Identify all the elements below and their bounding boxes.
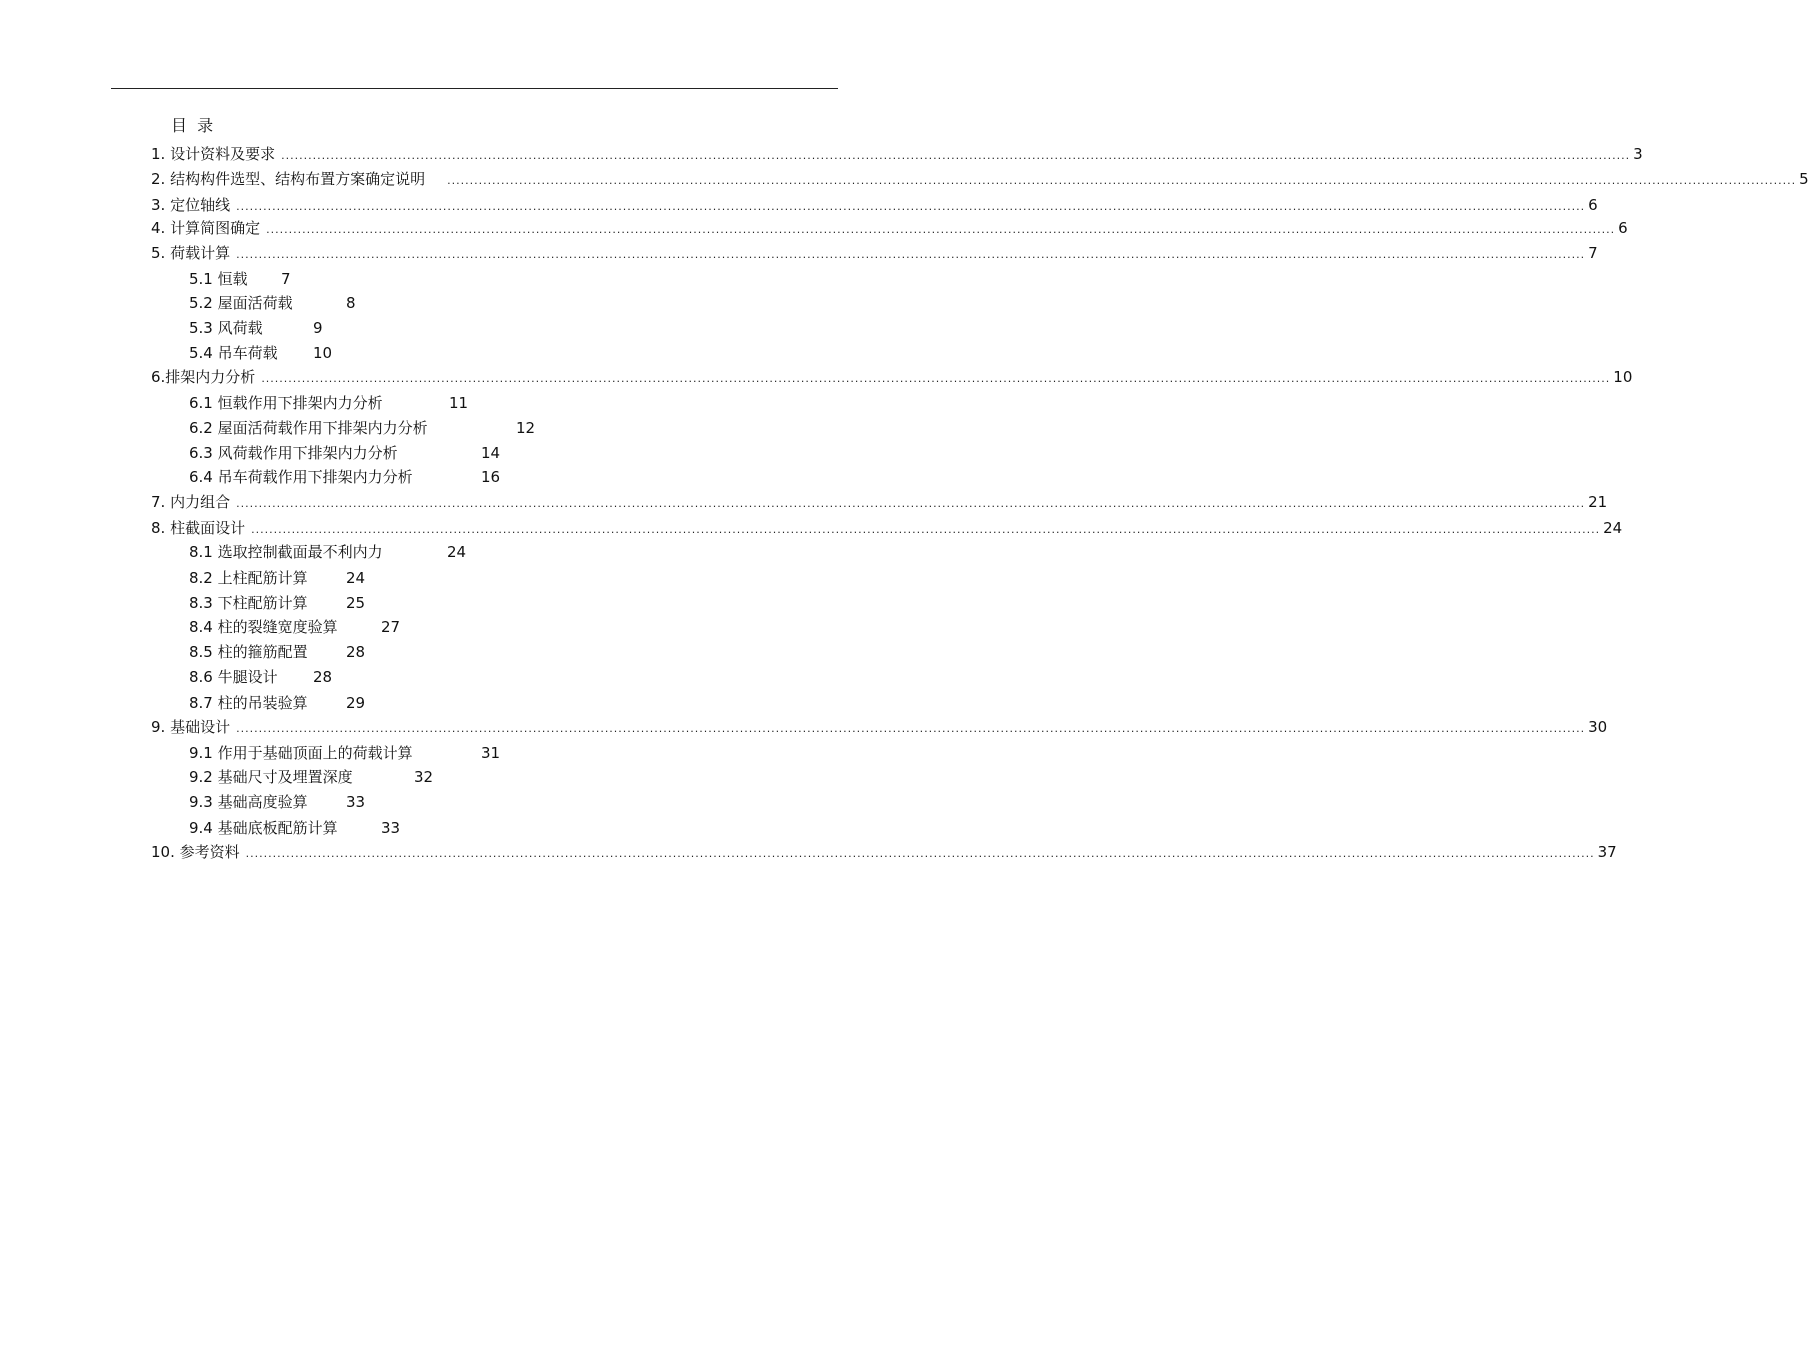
toc-entry-page: 28	[313, 668, 333, 686]
toc-subentry[interactable]	[189, 568, 365, 588]
toc-subentry[interactable]	[189, 443, 500, 463]
dot-leader: ............................................................................................................................................................................................................................................................................................................	[236, 722, 1586, 735]
dot-leader: ............................................................................................................................................................................................................................................................................................................	[236, 497, 1586, 510]
dot-leader: ............................................................................................................................................................................................................................................................................................................	[281, 149, 1631, 162]
toc-entry-page: 5	[1799, 170, 1809, 188]
toc-entry-page: 6	[1618, 219, 1628, 237]
toc-entry-label: 5.1 恒载	[189, 270, 248, 288]
toc-entry[interactable]	[151, 243, 1598, 263]
toc-subentry[interactable]	[189, 418, 535, 438]
toc-entry-label: 9.2 基础尺寸及埋置深度	[189, 768, 353, 786]
toc-entry[interactable]	[151, 144, 1643, 164]
toc-subentry[interactable]	[189, 318, 323, 338]
toc-entry-label: 10. 参考资料	[151, 843, 240, 861]
toc-subentry[interactable]	[189, 467, 500, 487]
toc-subentry[interactable]	[189, 642, 365, 662]
toc-subentry[interactable]	[189, 818, 400, 838]
toc-subentry[interactable]	[189, 343, 332, 363]
toc-subentry[interactable]	[189, 542, 466, 562]
dot-leader: ............................................................................................................................................................................................................................................................................................................	[245, 847, 1595, 860]
toc-entry-page: 21	[1588, 493, 1608, 511]
toc-title: 目 录	[171, 116, 214, 135]
toc-entry-label: 5. 荷载计算	[151, 244, 231, 262]
dot-leader: ............................................................................................................................................................................................................................................................................................................	[447, 174, 1797, 187]
toc-entry-label: 9.4 基础底板配筋计算	[189, 819, 338, 837]
toc-entry[interactable]	[151, 842, 1617, 862]
toc-subentry[interactable]	[189, 743, 500, 763]
toc-subentry[interactable]	[189, 293, 356, 313]
toc-entry-label: 8.3 下柱配筋计算	[189, 594, 308, 612]
toc-entry-page: 7	[281, 270, 291, 288]
toc-entry-label: 6.2 屋面活荷载作用下排架内力分析	[189, 419, 428, 437]
toc-entry-label: 4. 计算简图确定	[151, 219, 261, 237]
toc-entry-page: 33	[381, 819, 401, 837]
dot-leader: ............................................................................................................................................................................................................................................................................................................	[236, 200, 1586, 213]
toc-entry[interactable]	[151, 518, 1623, 538]
toc-subentry[interactable]	[189, 693, 365, 713]
toc-subentry[interactable]	[189, 593, 365, 613]
toc-entry-page: 8	[346, 294, 356, 312]
toc-entry-page: 25	[346, 594, 366, 612]
toc-entry-page: 24	[447, 543, 467, 561]
toc-entry-label: 2. 结构构件选型、结构布置方案确定说明	[151, 170, 426, 188]
toc-entry[interactable]	[151, 169, 1809, 189]
toc-entry-label: 7. 内力组合	[151, 493, 231, 511]
toc-entry[interactable]	[151, 367, 1633, 387]
toc-entry-page: 10	[313, 344, 333, 362]
toc-entry-page: 11	[449, 394, 469, 412]
toc-subentry[interactable]	[189, 393, 468, 413]
toc-entry[interactable]	[151, 218, 1628, 238]
toc-entry-page: 28	[346, 643, 366, 661]
toc-entry-label: 5.4 吊车荷载	[189, 344, 278, 362]
toc-subentry[interactable]	[189, 667, 332, 687]
dot-leader: ............................................................................................................................................................................................................................................................................................................	[261, 372, 1611, 385]
toc-entry-page: 16	[481, 468, 501, 486]
toc-entry-page: 24	[346, 569, 366, 587]
toc-entry-label: 8.2 上柱配筋计算	[189, 569, 308, 587]
toc-entry-label: 6.4 吊车荷载作用下排架内力分析	[189, 468, 413, 486]
toc-entry-page: 7	[1588, 244, 1598, 262]
toc-entry-page: 30	[1588, 718, 1608, 736]
toc-entry-label: 9.1 作用于基础顶面上的荷载计算	[189, 744, 413, 762]
toc-entry-page: 31	[481, 744, 501, 762]
toc-entry-label: 9. 基础设计	[151, 718, 231, 736]
toc-entry-page: 37	[1597, 843, 1617, 861]
toc-subentry[interactable]	[189, 792, 365, 812]
toc-entry-page: 3	[1633, 145, 1643, 163]
toc-entry-label: 8.4 柱的裂缝宽度验算	[189, 618, 338, 636]
toc-entry-label: 9.3 基础高度验算	[189, 793, 308, 811]
toc-entry-page: 27	[381, 618, 401, 636]
toc-subentry[interactable]	[189, 269, 291, 289]
toc-entry-label: 1. 设计资料及要求	[151, 145, 276, 163]
toc-entry-page: 24	[1603, 519, 1623, 537]
dot-leader: ............................................................................................................................................................................................................................................................................................................	[251, 523, 1601, 536]
toc-entry-label: 5.3 风荷载	[189, 319, 263, 337]
toc-entry[interactable]	[151, 195, 1598, 215]
toc-entry-page: 6	[1588, 196, 1598, 214]
toc-entry-label: 8.5 柱的箍筋配置	[189, 643, 308, 661]
toc-entry-label: 8. 柱截面设计	[151, 519, 246, 537]
toc-subentry[interactable]	[189, 767, 433, 787]
toc-subentry[interactable]	[189, 617, 400, 637]
toc-entry-label: 6.1 恒载作用下排架内力分析	[189, 394, 383, 412]
toc-entry[interactable]	[151, 492, 1608, 512]
toc-entry-page: 14	[481, 444, 501, 462]
toc-entry[interactable]	[151, 717, 1608, 737]
toc-entry-label: 8.6 牛腿设计	[189, 668, 278, 686]
dot-leader: ............................................................................................................................................................................................................................................................................................................	[266, 223, 1616, 236]
toc-entry-page: 10	[1613, 368, 1633, 386]
toc-entry-page: 33	[346, 793, 366, 811]
toc-entry-label: 6.3 风荷载作用下排架内力分析	[189, 444, 398, 462]
toc-entry-label: 3. 定位轴线	[151, 196, 231, 214]
toc-entry-label: 8.1 选取控制截面最不利内力	[189, 543, 383, 561]
toc-entry-page: 12	[516, 419, 536, 437]
toc-entry-page: 29	[346, 694, 366, 712]
toc-entry-page: 9	[313, 319, 323, 337]
toc-entry-label: 6.排架内力分析	[151, 368, 256, 386]
toc-entry-page: 32	[414, 768, 434, 786]
dot-leader: ............................................................................................................................................................................................................................................................................................................	[236, 248, 1586, 261]
toc-entry-label: 8.7 柱的吊装验算	[189, 694, 308, 712]
toc-entry-label: 5.2 屋面活荷载	[189, 294, 293, 312]
